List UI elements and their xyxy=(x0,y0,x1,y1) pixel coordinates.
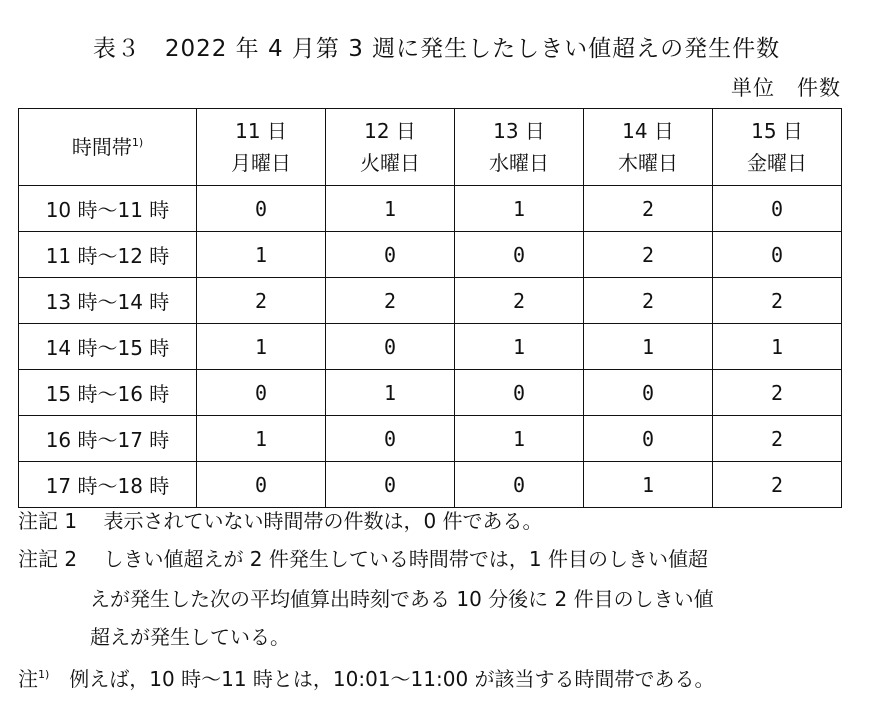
day-date: 12 日 xyxy=(364,119,416,143)
table-row xyxy=(19,232,842,278)
note-3-mark: 1) xyxy=(38,668,50,681)
row-time: 14 時～15 時 xyxy=(19,324,197,370)
header-day xyxy=(584,109,713,186)
day-weekday: 月曜日 xyxy=(231,151,291,175)
note-1: 注記 1 表示されていない時間帯の件数は，0 件である。 xyxy=(18,509,543,533)
cell-value: 1 xyxy=(197,324,326,370)
day-weekday: 水曜日 xyxy=(489,151,549,175)
cell-value: 1 xyxy=(584,462,713,508)
data-table xyxy=(18,108,842,508)
day-date: 14 日 xyxy=(622,119,674,143)
cell-value: 2 xyxy=(713,370,842,416)
cell-value: 0 xyxy=(713,186,842,232)
header-day xyxy=(455,109,584,186)
note-2-line-3: 超えが発生している。 xyxy=(90,625,290,649)
note-3-prefix: 注 xyxy=(18,667,38,691)
cell-value: 1 xyxy=(326,370,455,416)
cell-value: 1 xyxy=(455,324,584,370)
cell-value: 2 xyxy=(713,462,842,508)
table-row xyxy=(19,370,842,416)
cell-value: 0 xyxy=(197,462,326,508)
cell-value: 2 xyxy=(455,278,584,324)
table-row xyxy=(19,462,842,508)
header-time-label: 時間帯 xyxy=(71,135,132,159)
cell-value: 0 xyxy=(197,186,326,232)
note-2-line-1: 注記 2 しきい値超えが 2 件発生している時間帯では，1 件目のしきい値超 xyxy=(18,547,708,571)
header-day xyxy=(197,109,326,186)
header-day xyxy=(326,109,455,186)
table-row xyxy=(19,278,842,324)
cell-value: 1 xyxy=(455,416,584,462)
header-time xyxy=(19,109,197,186)
cell-value: 1 xyxy=(197,232,326,278)
row-time: 10 時～11 時 xyxy=(19,186,197,232)
cell-value: 0 xyxy=(455,370,584,416)
row-time: 13 時～14 時 xyxy=(19,278,197,324)
table-row xyxy=(19,416,842,462)
day-weekday: 金曜日 xyxy=(747,151,807,175)
cell-value: 1 xyxy=(584,324,713,370)
row-time: 15 時～16 時 xyxy=(19,370,197,416)
cell-value: 1 xyxy=(713,324,842,370)
day-weekday: 火曜日 xyxy=(360,151,420,175)
cell-value: 0 xyxy=(326,416,455,462)
cell-value: 0 xyxy=(197,370,326,416)
row-time: 11 時～12 時 xyxy=(19,232,197,278)
cell-value: 1 xyxy=(197,416,326,462)
cell-value: 2 xyxy=(326,278,455,324)
row-time: 16 時～17 時 xyxy=(19,416,197,462)
day-date: 15 日 xyxy=(751,119,803,143)
table-title: 表３ 2022 年 4 月第 3 週に発生したしきい値超えの発生件数 xyxy=(92,36,781,62)
cell-value: 2 xyxy=(584,232,713,278)
table-row xyxy=(19,186,842,232)
cell-value: 2 xyxy=(584,186,713,232)
cell-value: 2 xyxy=(713,278,842,324)
cell-value: 0 xyxy=(326,462,455,508)
cell-value: 1 xyxy=(326,186,455,232)
cell-value: 2 xyxy=(584,278,713,324)
cell-value: 0 xyxy=(455,232,584,278)
header-row xyxy=(19,109,842,186)
note-3 xyxy=(18,663,715,692)
day-date: 11 日 xyxy=(235,119,287,143)
table-row xyxy=(19,324,842,370)
cell-value: 0 xyxy=(326,232,455,278)
day-date: 13 日 xyxy=(493,119,545,143)
day-weekday: 木曜日 xyxy=(618,151,678,175)
cell-value: 0 xyxy=(455,462,584,508)
cell-value: 0 xyxy=(584,370,713,416)
header-day xyxy=(713,109,842,186)
cell-value: 0 xyxy=(326,324,455,370)
cell-value: 0 xyxy=(584,416,713,462)
cell-value: 0 xyxy=(713,232,842,278)
row-time: 17 時～18 時 xyxy=(19,462,197,508)
header-time-note: 1) xyxy=(131,136,144,149)
cell-value: 2 xyxy=(713,416,842,462)
unit-label: 単位 件数 xyxy=(731,76,841,100)
note-3-text: 例えば，10 時～11 時とは，10:01～11:00 が該当する時間帯である。 xyxy=(49,667,715,691)
cell-value: 1 xyxy=(455,186,584,232)
note-2-line-2: えが発生した次の平均値算出時刻である 10 分後に 2 件目のしきい値 xyxy=(90,587,714,611)
cell-value: 2 xyxy=(197,278,326,324)
